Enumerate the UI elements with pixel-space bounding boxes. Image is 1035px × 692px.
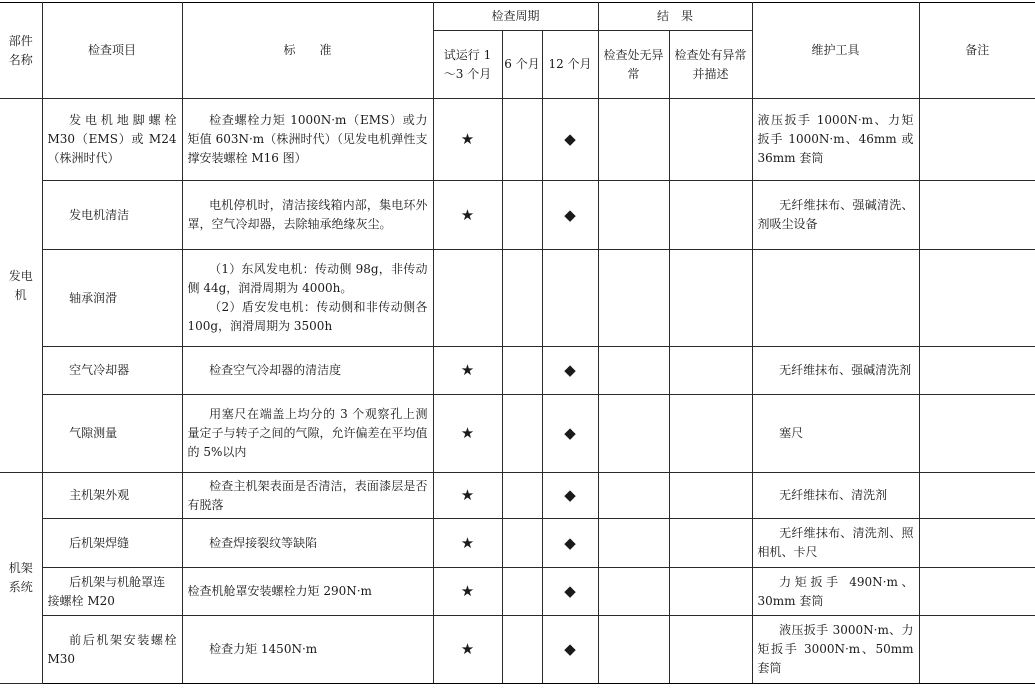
period-trial-cell [433,250,502,347]
remark-cell [919,395,1035,473]
standard-line: （2）盾安发电机：传动侧和非传动侧各 100g，润滑周期为 3500h [187,300,428,333]
item-cell: 前后机架安装螺栓 M30 [42,616,182,684]
tools-cell: 力矩扳手 490N·m、30mm 套筒 [752,568,919,616]
header-period-12m: 12 个月 [542,31,598,99]
table-row [0,181,1035,250]
result-ok-cell [598,568,669,616]
result-abnormal-cell [669,473,752,519]
result-ok-cell [598,99,669,181]
remark-cell [919,99,1035,181]
diamond-icon: ◆ [542,473,598,519]
table-row [0,473,1035,519]
standard-cell: 检查螺栓力矩 1000N·m（EMS）或力矩值 603N·m（株洲时代）（见发电机弹性支撑安装螺栓 M16 图） [182,99,433,181]
table-row [0,519,1035,568]
remark-cell [919,181,1035,250]
period-6m-cell [502,99,542,181]
result-ok-cell [598,519,669,568]
header-result-abnormal: 检查处有异常并描述 [669,31,752,99]
result-ok-cell [598,473,669,519]
inspection-table [0,2,1035,684]
tools-cell: 塞尺 [752,395,919,473]
result-ok-cell [598,181,669,250]
result-abnormal-cell [669,395,752,473]
item-cell: 后机架与机舱罩连接螺栓 M20 [42,568,182,616]
part-label: 机架系统 [0,473,42,684]
star-icon: ★ [433,568,502,616]
period-6m-cell [502,395,542,473]
star-icon: ★ [433,347,502,395]
remark-cell [919,347,1035,395]
period-6m-cell [502,347,542,395]
result-abnormal-cell [669,99,752,181]
item-cell: 主机架外观 [42,473,182,519]
remark-cell [919,519,1035,568]
standard-cell: 检查空气冷却器的清洁度 [182,347,433,395]
standard-cell: 检查主机架表面是否清洁，表面漆层是否有脱落 [182,473,433,519]
tools-cell: 液压扳手 3000N·m、力矩扳手 3000N·m、50mm 套筒 [752,616,919,684]
period-6m-cell [502,616,542,684]
diamond-icon: ◆ [542,181,598,250]
tools-cell: 无纤维抹布、强碱清洗、剂吸尘设备 [752,181,919,250]
header-result: 结 果 [598,3,752,31]
standard-cell: 检查力矩 1450N·m [182,616,433,684]
header-item: 检查项目 [42,3,182,99]
standard-cell: 用塞尺在端盖上均分的 3 个观察孔上测量定子与转子之间的气隙，允许偏差在平均值的 5%以内 [182,395,433,473]
table-row [0,616,1035,684]
diamond-icon: ◆ [542,347,598,395]
star-icon: ★ [433,473,502,519]
table-row [0,395,1035,473]
result-ok-cell [598,395,669,473]
item-cell: 空气冷却器 [42,347,182,395]
period-6m-cell [502,473,542,519]
standard-cell [182,250,433,347]
item-cell: 发电机地脚螺栓 M30（EMS）或 M24（株洲时代） [42,99,182,181]
header-tools: 维护工具 [752,3,919,99]
remark-cell [919,616,1035,684]
period-12m-cell [542,250,598,347]
result-ok-cell [598,250,669,347]
period-6m-cell [502,250,542,347]
diamond-icon: ◆ [542,99,598,181]
table-row [0,347,1035,395]
diamond-icon: ◆ [542,519,598,568]
item-cell: 发电机清洁 [42,181,182,250]
tools-cell: 液压扳手 1000N·m、力矩扳手 1000N·m、46mm 或 36mm 套筒 [752,99,919,181]
item-cell: 气隙测量 [42,395,182,473]
item-cell: 轴承润滑 [42,250,182,347]
star-icon: ★ [433,616,502,684]
diamond-icon: ◆ [542,568,598,616]
star-icon: ★ [433,181,502,250]
result-abnormal-cell [669,250,752,347]
star-icon: ★ [433,519,502,568]
tools-cell: 无纤维抹布、清洗剂、照相机、卡尺 [752,519,919,568]
remark-cell [919,250,1035,347]
part-label: 发电机 [0,99,42,473]
table-row [0,568,1035,616]
remark-cell [919,568,1035,616]
header-remarks: 备注 [919,3,1035,99]
tools-cell [752,250,919,347]
star-icon: ★ [433,395,502,473]
table-row [0,99,1035,181]
tools-cell: 无纤维抹布、强碱清洗剂 [752,347,919,395]
item-cell: 后机架焊缝 [42,519,182,568]
header-standard: 标 准 [182,3,433,99]
header-period-trial: 试运行 1～3 个月 [433,31,502,99]
star-icon: ★ [433,99,502,181]
result-ok-cell [598,347,669,395]
period-6m-cell [502,519,542,568]
result-abnormal-cell [669,347,752,395]
header-period-6m: 6 个月 [502,31,542,99]
remark-cell [919,473,1035,519]
header-result-ok: 检查处无异常 [598,31,669,99]
standard-cell: 检查机舱罩安装螺栓力矩 290N·m [182,568,433,616]
diamond-icon: ◆ [542,395,598,473]
result-abnormal-cell [669,568,752,616]
diamond-icon: ◆ [542,616,598,684]
table-header [0,3,1035,99]
table-body [0,99,1035,684]
standard-cell: 电机停机时，清洁接线箱内部，集电环外罩，空气冷却器，去除轴承绝缘灰尘。 [182,181,433,250]
result-abnormal-cell [669,181,752,250]
table-row [0,250,1035,347]
result-ok-cell [598,616,669,684]
header-part-name: 部件名称 [0,3,42,99]
period-6m-cell [502,181,542,250]
result-abnormal-cell [669,519,752,568]
standard-cell: 检查焊接裂纹等缺陷 [182,519,433,568]
tools-cell: 无纤维抹布、清洗剂 [752,473,919,519]
standard-line: （1）东风发电机：传动侧 98g，非传动侧 44g，润滑周期为 4000h。 [187,262,428,295]
period-6m-cell [502,568,542,616]
result-abnormal-cell [669,616,752,684]
header-period: 检查周期 [433,3,598,31]
